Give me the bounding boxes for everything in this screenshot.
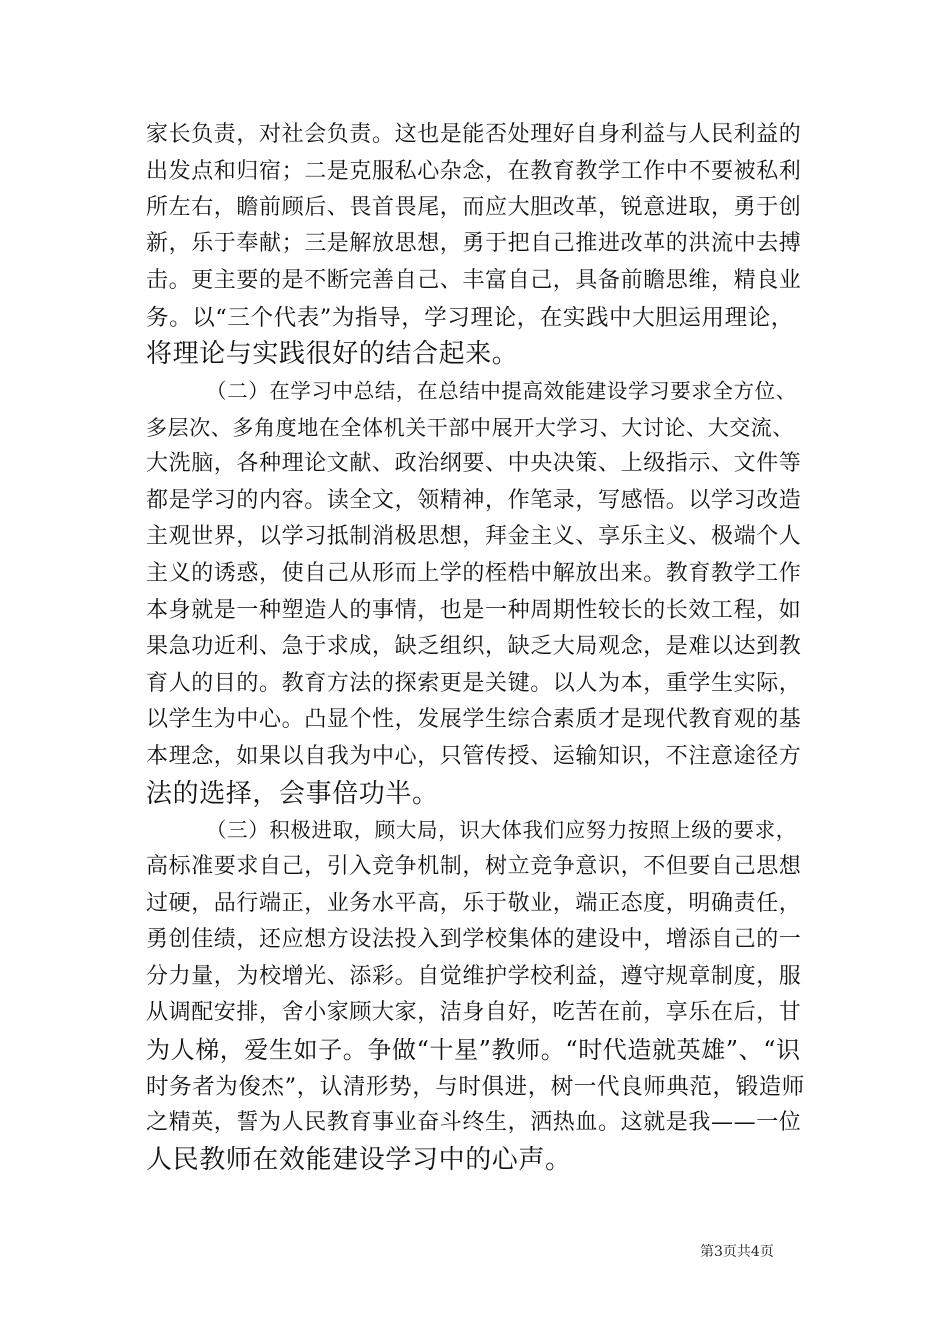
paragraph-line: 果急功近利、急于求成，缺乏组织，缺乏大局观念，是难以达到教 [146, 634, 802, 659]
paragraph-line: 家长负责，对社会负责。这也是能否处理好自身利益与人民利益的 [146, 122, 802, 147]
paragraph-line: 本理念，如果以自我为中心，只管传授、运输知识，不注意途径方 [146, 744, 802, 769]
paragraph-line: 时务者为俊杰”，认清形势，与时俱进，树一代良师典范，锻造师 [146, 1074, 805, 1100]
paragraph-line: 多层次、多角度地在全体机关干部中展开大学习、大讨论、大交流、 [146, 416, 794, 440]
paragraph-line: 所左右，瞻前顾后、畏首畏尾，而应大胆改革，锐意进取，勇于创 [146, 195, 802, 220]
paragraph-line: 主义的诱惑，使自己从形而上学的桎梏中解放出来。教育教学工作 [146, 561, 802, 586]
paragraph-line: 出发点和归宿；二是克服私心杂念，在教育教学工作中不要被私利 [146, 159, 802, 184]
paragraph-line: 高标准要求自己，引入竞争机制，树立竞争意识，不但要自己思想 [146, 854, 802, 879]
page-number: 第3页共4页 [700, 1244, 774, 1260]
paragraph-line: （三）积极进取，顾大局，识大体我们应努力按照上级的要求， [206, 818, 797, 842]
paragraph-line: 务。以“三个代表”为指导，学习理论，在实践中大胆运用理论， [146, 305, 794, 331]
paragraph-line: 新，乐于奉献；三是解放思想，勇于把自己推进改革的洪流中去搏 [146, 231, 802, 256]
paragraph-line: 从调配安排，舍小家顾大家，洁身自好，吃苦在前，享乐在后，甘 [146, 1000, 802, 1025]
paragraph-line: （二）在学习中总结，在总结中提高效能建设学习要求全方位、 [206, 379, 797, 403]
paragraph-line: 击。更主要的是不断完善自己、丰富自己，具备前瞻思维，精良业 [146, 268, 802, 293]
paragraph-line: 都是学习的内容。读全文，领精神，作笔录，写感悟。以学习改造 [146, 488, 802, 513]
paragraph-line: 以学生为中心。凸显个性，发展学生综合素质才是现代教育观的基 [146, 707, 802, 732]
paragraph-line: 为人梯，爱生如子。争做“十星”教师。“时代造就英雄”、“识 [146, 1036, 801, 1064]
paragraph-line: 将理论与实践很好的结合起来。 [146, 339, 519, 369]
paragraph-line: 主观世界，以学习抵制消极思想，拜金主义、享乐主义、极端个人 [146, 524, 802, 549]
paragraph-line: 法的选择，会事倍功半。 [146, 779, 439, 809]
paragraph-line: 大洗脑，各种理论文献、政治纲要、中央决策、上级指示、文件等 [146, 451, 802, 476]
paragraph-line: 过硬，品行端正，业务水平高，乐于敬业，端正态度，明确责任， [146, 891, 802, 916]
paragraph-line: 分力量，为校增光、添彩。自觉维护学校利益，遵守规章制度，服 [146, 964, 802, 989]
paragraph-line: 育人的目的。教育方法的探索更是关键。以人为本，重学生实际， [146, 671, 802, 696]
paragraph-line: 勇创佳绩，还应想方设法投入到学校集体的建设中，增添自己的一 [146, 927, 802, 952]
paragraph-line: 之精英，誓为人民教育事业奋斗终生，洒热血。这就是我——一位 [146, 1110, 802, 1135]
paragraph-line: 本身就是一种塑造人的事情，也是一种周期性较长的长效工程，如 [146, 598, 802, 623]
paragraph-line: 人民教师在效能建设学习中的心声。 [146, 1145, 572, 1175]
